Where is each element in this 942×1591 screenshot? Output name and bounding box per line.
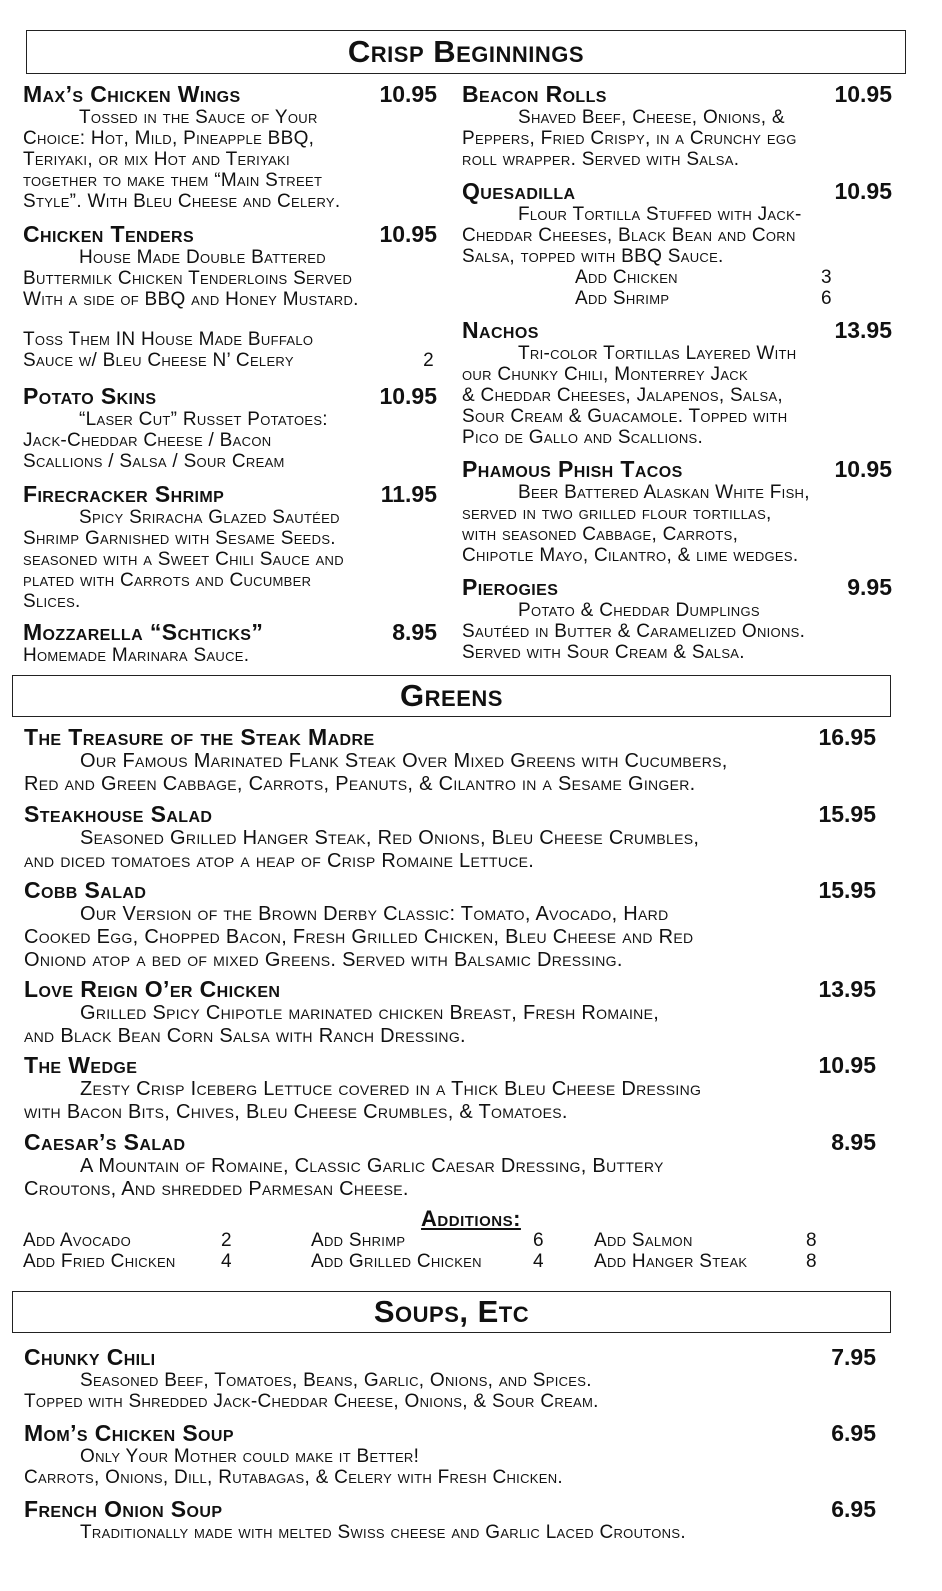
item-description: Homemade Marinara Sauce. (23, 645, 250, 666)
crisp-right-column (462, 82, 892, 663)
item-name: The Treasure of the Steak Madre (24, 724, 375, 750)
additions-column (594, 1230, 817, 1272)
item-description: Grilled Spicy Chipotle marinated chicken Breast, Fresh Romaine, and Black Bean Corn Salsa with Ranch Dressing. (24, 1002, 660, 1047)
menu-item (23, 82, 437, 222)
item-name: Love Reign O’er Chicken (24, 976, 281, 1002)
crisp-left-column (23, 82, 437, 666)
item-extra-option: Toss Them IN House Made Buffalo Sauce w/ Bleu Cheese N’ Celery 2 (23, 329, 434, 371)
item-description: Seasoned Beef, Tomatoes, Beans, Garlic, Onions, and Spices. Topped with Shredded Jack-Cheddar Cheese, Onions, & Sour Cream. (24, 1370, 599, 1412)
menu-item (23, 482, 437, 620)
menu-item (23, 222, 437, 384)
addition-row: Add Grilled Chicken 4 (311, 1251, 544, 1272)
item-description: Our Famous Marinated Flank Steak Over Mixed Greens with Cucumbers, Red and Green Cabbage, Carrots, Peanuts, & Cilantro in a Sesame Ginger. (24, 750, 728, 795)
soups-item (24, 1497, 876, 1543)
item-description: Traditionally made with melted Swiss cheese and Garlic Laced Croutons. (80, 1522, 686, 1543)
item-name: Mozzarella “Schticks” (23, 619, 264, 645)
item-name: Pierogies (462, 574, 559, 600)
item-description: Flour Tortilla Stuffed with Jack- Cheddar Cheeses, Black Bean and Corn Salsa, topped with BBQ Sauce. (462, 204, 802, 267)
greens-item (24, 802, 876, 873)
item-price: 10.95 (379, 221, 437, 247)
additions-column (23, 1230, 232, 1272)
item-name: Steakhouse Salad (24, 801, 213, 827)
section-header-greens (12, 675, 891, 717)
item-name: French Onion Soup (24, 1496, 223, 1522)
item-price: 6.95 (831, 1420, 876, 1446)
item-price: 10.95 (379, 81, 437, 107)
section-header-soups (12, 1291, 891, 1333)
item-name: Potato Skins (23, 383, 157, 409)
item-description: Only Your Mother could make it Better! Carrots, Onions, Dill, Rutabagas, & Celery with Fresh Chicken. (24, 1446, 563, 1488)
item-name: Chunky Chili (24, 1344, 156, 1370)
soups-item (24, 1345, 876, 1412)
item-name: Chicken Tenders (23, 221, 195, 247)
item-price: 10.95 (818, 1052, 876, 1078)
section-title: Crisp Beginnings (347, 34, 585, 69)
item-description: Potato & Cheddar Dumplings Sautéed in Butter & Caramelized Onions. Served with Sour Cream & Salsa. (462, 600, 806, 663)
item-name: Quesadilla (462, 178, 576, 204)
item-price: 7.95 (831, 1344, 876, 1370)
item-description: House Made Double Battered Buttermilk Chicken Tenderloins Served With a side of BBQ and Honey Mustard. (23, 247, 359, 310)
item-description: Shaved Beef, Cheese, Onions, & Peppers, Fried Crispy, in a Crunchy egg roll wrapper. Served with Salsa. (462, 107, 797, 170)
option-label: Add Chicken (575, 267, 678, 288)
item-description: Tri-color Tortillas Layered With our Chunky Chili, Monterrey Jack & Cheddar Cheeses, Jalapenos, Salsa, Sour Cream & Guacamole. Topped with Pico de Gallo and Scallions. (462, 343, 797, 448)
option-price: 6 (821, 288, 832, 309)
item-description: Zesty Crisp Iceberg Lettuce covered in a Thick Bleu Cheese Dressing with Bacon Bits, Chives, Bleu Cheese Crumbles, & Tomatoes. (24, 1078, 702, 1123)
item-price: 16.95 (818, 724, 876, 750)
item-name: Beacon Rolls (462, 81, 607, 107)
section-title: Greens (400, 678, 503, 713)
addition-row: Add Salmon 8 (594, 1230, 817, 1251)
item-name: Mom’s Chicken Soup (24, 1420, 234, 1446)
greens-item (24, 878, 876, 972)
item-price: 10.95 (834, 456, 892, 482)
item-price: 13.95 (834, 317, 892, 343)
item-price: 10.95 (834, 178, 892, 204)
menu-item (23, 620, 437, 666)
item-name: Nachos (462, 317, 539, 343)
item-price: 8.95 (392, 619, 437, 645)
menu-item (462, 457, 892, 575)
item-price: 8.95 (831, 1129, 876, 1155)
item-price: 13.95 (818, 976, 876, 1002)
item-price: 6.95 (831, 1496, 876, 1522)
greens-item (24, 977, 876, 1048)
soups-item (24, 1421, 876, 1488)
greens-item (24, 1053, 876, 1124)
item-description: A Mountain of Romaine, Classic Garlic Caesar Dressing, Buttery Croutons, And shredded Parmesan Cheese. (24, 1155, 664, 1200)
item-name: Caesar’s Salad (24, 1129, 186, 1155)
item-name: Firecracker Shrimp (23, 481, 225, 507)
greens-item (24, 725, 876, 796)
item-description: Spicy Sriracha Glazed Sautéed Shrimp Garnished with Sesame Seeds. seasoned with a Sweet Chili Sauce and plated with Carrots and Cucumber Slices. (23, 507, 344, 612)
item-description: Beer Battered Alaskan White Fish, served in two grilled flour tortillas, with seasoned Cabbage, Carrots, Chipotle Mayo, Cilantro, & lime wedges. (462, 482, 810, 566)
menu-item (23, 384, 437, 482)
additions-title: Additions: (421, 1206, 521, 1231)
addition-row: Add Fried Chicken 4 (23, 1251, 232, 1272)
option-row (462, 288, 892, 309)
item-name: Max’s Chicken Wings (23, 81, 241, 107)
item-price: 10.95 (379, 383, 437, 409)
option-row (462, 267, 892, 288)
greens-item (24, 1130, 876, 1201)
item-price: 15.95 (818, 801, 876, 827)
section-title: Soups, Etc (373, 1294, 530, 1329)
option-price: 3 (821, 267, 832, 288)
addition-row: Add Shrimp 6 (311, 1230, 544, 1251)
option-label: Add Shrimp (575, 288, 670, 309)
menu-item (462, 179, 892, 318)
menu-item (462, 318, 892, 457)
menu-item (462, 575, 892, 663)
section-header-crisp-beginnings (26, 30, 906, 74)
menu-item (462, 82, 892, 179)
item-description: Tossed in the Sauce of Your Choice: Hot, Mild, Pineapple BBQ, Teriyaki, or mix Hot and Teriyaki together to make them “Main Street Style”. With Bleu Cheese and Celery. (23, 107, 341, 212)
item-name: The Wedge (24, 1052, 138, 1078)
item-name: Cobb Salad (24, 877, 147, 903)
item-price: 10.95 (834, 81, 892, 107)
addition-row: Add Avocado 2 (23, 1230, 232, 1251)
item-price: 15.95 (818, 877, 876, 903)
addition-row: Add Hanger Steak 8 (594, 1251, 817, 1272)
item-price: 9.95 (847, 574, 892, 600)
additions-column (311, 1230, 544, 1272)
item-price: 11.95 (380, 481, 437, 507)
extra-price: 2 (423, 350, 434, 371)
item-description: Our Version of the Brown Derby Classic: Tomato, Avocado, Hard Cooked Egg, Chopped Bacon, Fresh Grilled Chicken, Bleu Cheese and Red Oniond atop a bed of mixed Greens. Served with Balsamic Dressing. (24, 903, 694, 971)
item-description: “Laser Cut” Russet Potatoes: Jack-Cheddar Cheese / Bacon Scallions / Salsa / Sour Cream (23, 409, 328, 472)
item-description: Seasoned Grilled Hanger Steak, Red Onions, Bleu Cheese Crumbles, and diced tomatoes atop a heap of Crisp Romaine Lettuce. (24, 827, 700, 872)
item-name: Phamous Phish Tacos (462, 456, 683, 482)
